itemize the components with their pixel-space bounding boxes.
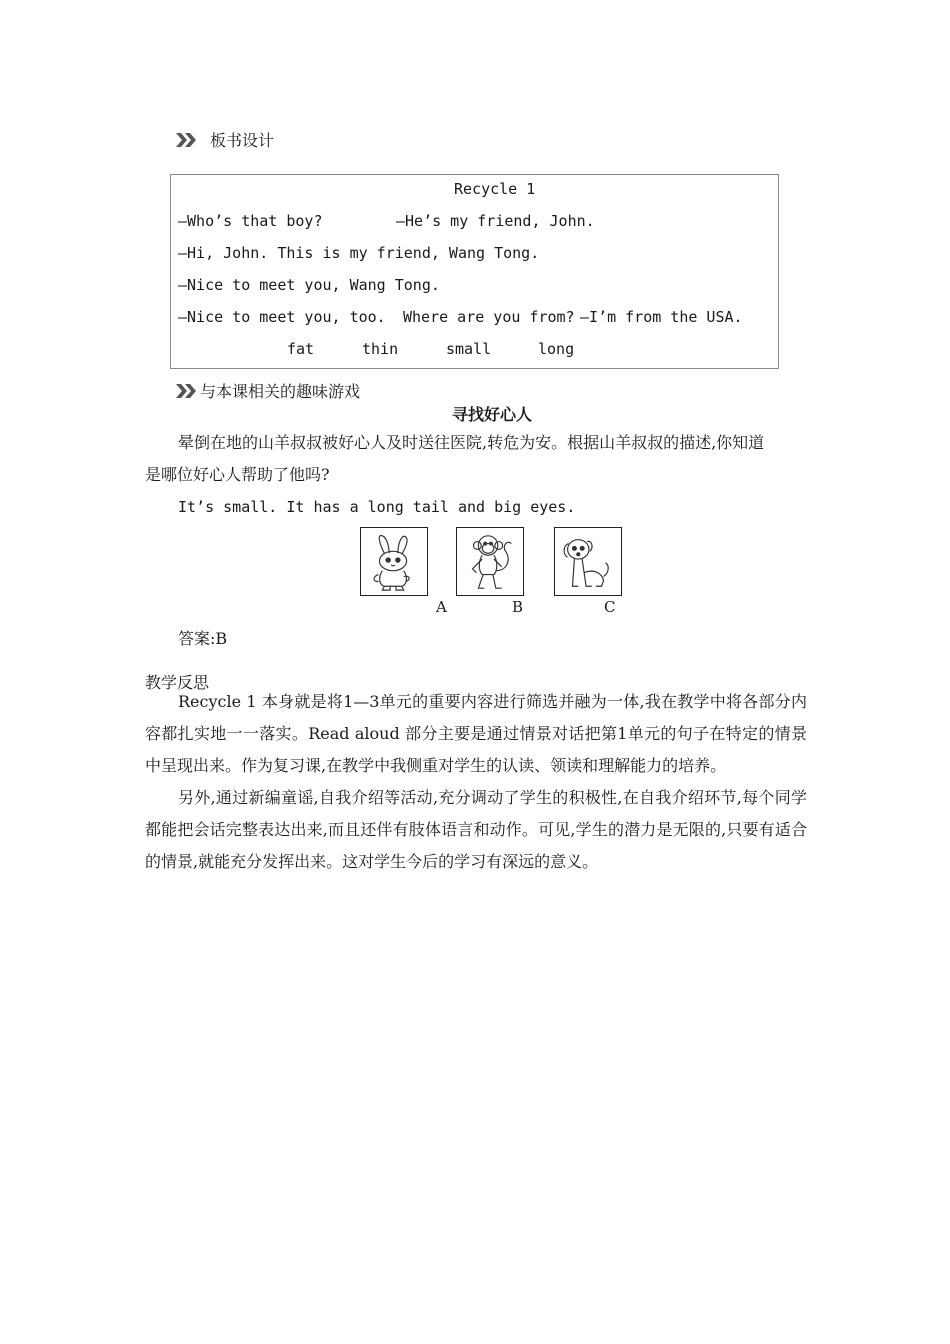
game-para-line-1: 晕倒在地的山羊叔叔被好心人及时送往医院,转危为安。根据山羊叔叔的描述,你知道 xyxy=(178,433,765,452)
double-chevron-icon xyxy=(176,133,198,147)
reflection-heading: 教学反思 xyxy=(145,673,210,692)
option-c-letter: C xyxy=(604,598,616,616)
board-title: Recycle 1 xyxy=(454,180,536,198)
reflection-paragraph-2: 另外,通过新编童谣,自我介绍等活动,充分调动了学生的积极性,在自我介绍环节,每个同学都能把会话完整表达出来,而且还伴有肢体语言和动作。可见,学生的潜力是无限的,只要有适合的情景,就能充分发挥出来。这对学生今后的学习有深远的意义。 xyxy=(145,788,807,871)
option-a-letter: A xyxy=(436,598,447,616)
game-clue: It’s small. It has a long tail and big eyes. xyxy=(178,498,576,516)
option-b-letter: B xyxy=(512,598,524,616)
board-word-fat: fat xyxy=(287,340,315,358)
board-word-long: long xyxy=(538,340,575,358)
game-heading xyxy=(176,379,360,402)
board-line-3: —Nice to meet you, Wang Tong. xyxy=(178,276,440,294)
game-para-line-2: 是哪位好心人帮助了他吗? xyxy=(145,465,330,484)
game-title: 寻找好心人 xyxy=(452,405,533,424)
game-heading-label: 与本课相关的趣味游戏 xyxy=(200,382,361,401)
board-line-1a: —Who’s that boy? xyxy=(178,212,323,230)
reflection-paragraph-1: Recycle 1 本身就是将1—3单元的重要内容进行筛选并融为一体,我在教学中将各部分内容都扎实地一一落实。Read aloud 部分主要是通过情景对话把第1单元的句子在特定的情景中呈现出来。作为复习课,在教学中我侧重对学生的认读、领读和理解能力的培养。 xyxy=(145,692,807,775)
board-line-2: —Hi, John. This is my friend, Wang Tong. xyxy=(178,244,540,262)
dog-icon xyxy=(555,528,621,595)
option-b-picture xyxy=(456,527,524,596)
board-line-4c: —I’m from the USA. xyxy=(580,308,743,326)
option-a-picture xyxy=(360,527,428,596)
board-line-4b: Where are you from? xyxy=(403,308,575,326)
board-word-thin: thin xyxy=(362,340,399,358)
board-design-label: 板书设计 xyxy=(210,131,275,150)
monkey-icon xyxy=(457,528,523,595)
board-design-heading xyxy=(176,128,274,151)
double-chevron-icon xyxy=(176,384,198,398)
rabbit-icon xyxy=(361,528,427,595)
answer-text: 答案:B xyxy=(178,629,228,648)
board-word-small: small xyxy=(446,340,492,358)
option-c-picture xyxy=(554,527,622,596)
board-line-1b: —He’s my friend, John. xyxy=(396,212,595,230)
board-line-4a: —Nice to meet you, too. xyxy=(178,308,386,326)
